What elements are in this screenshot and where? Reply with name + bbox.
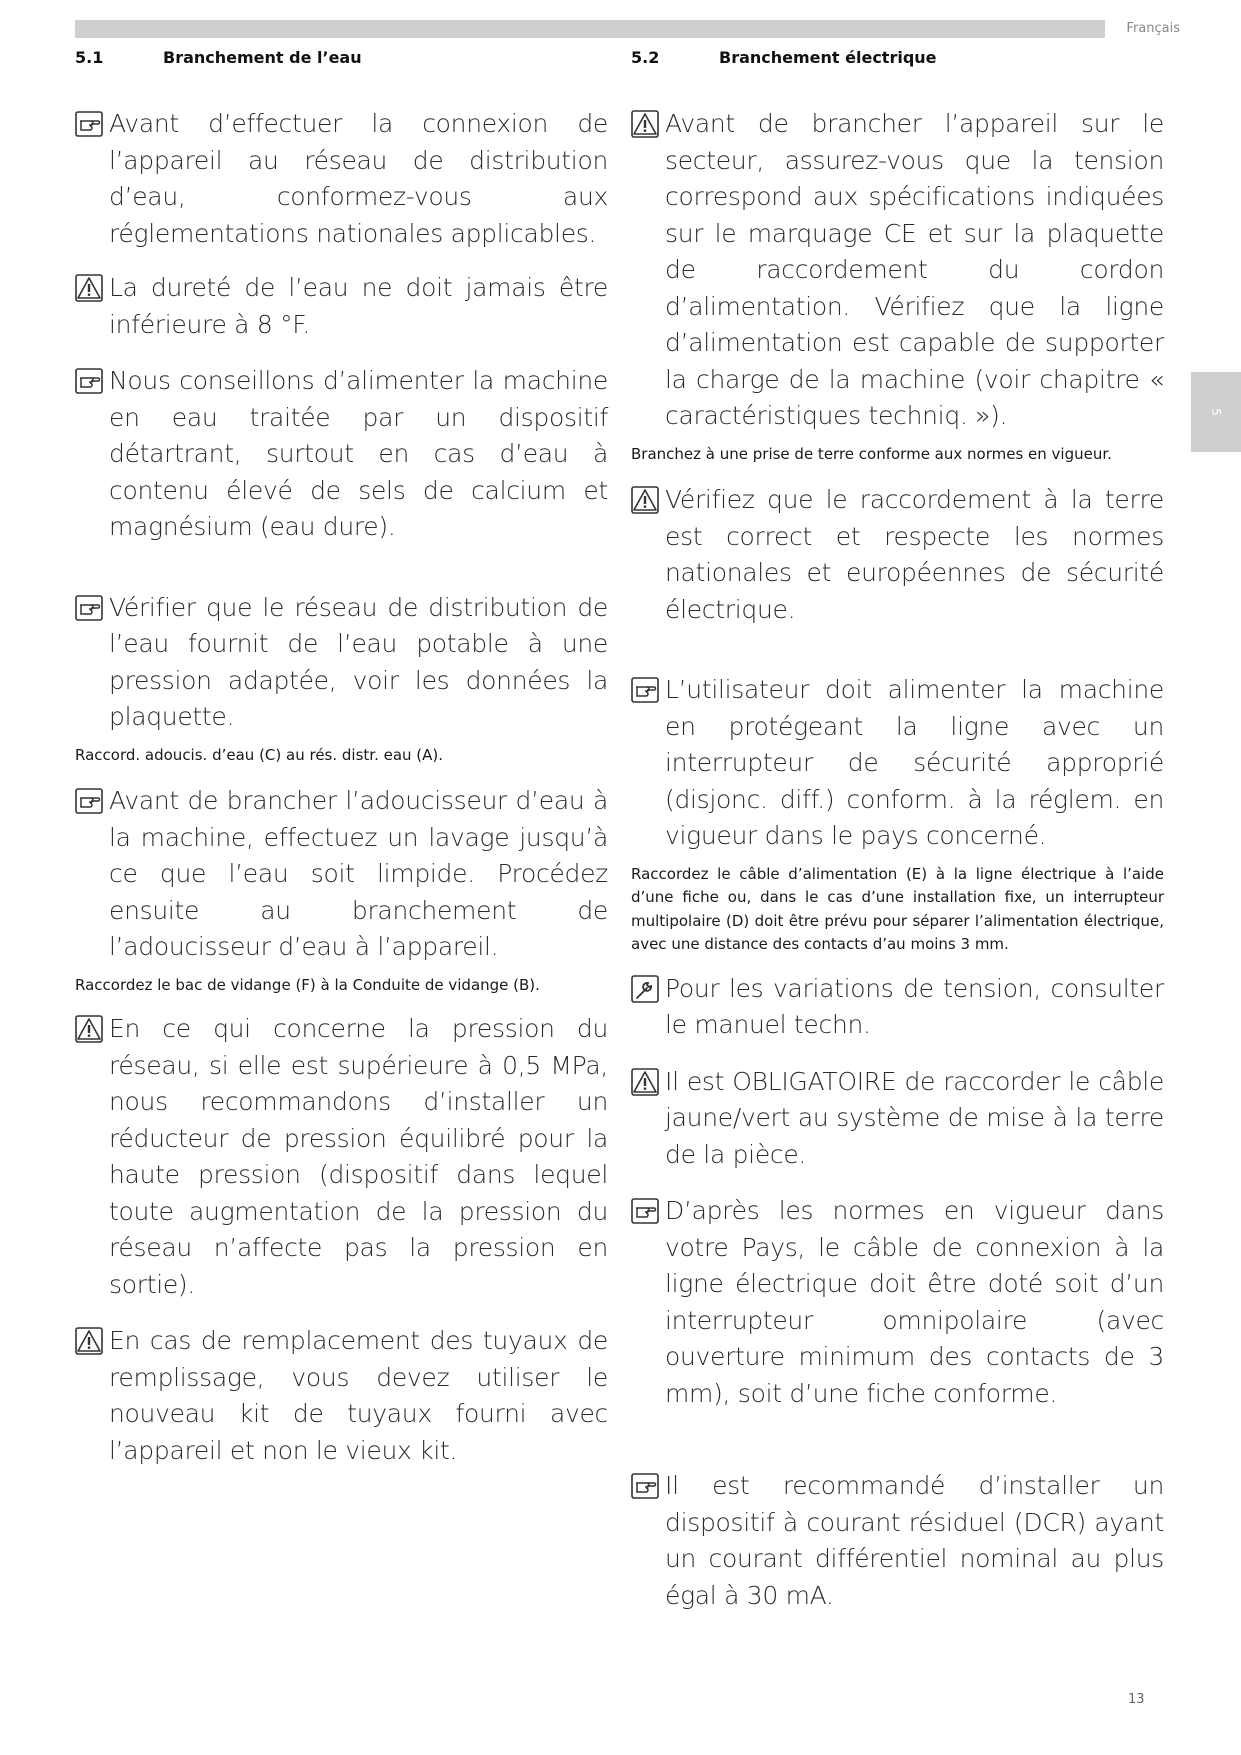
warning-triangle-icon (75, 274, 103, 302)
pointing-hand-icon (75, 594, 103, 622)
section-electrical-connection (631, 48, 1164, 1614)
warning-triangle-icon (631, 486, 659, 514)
instruction-note: Raccordez le câble d’alimentation (E) à la ligne électrique à l’aide d’une fiche ou, dans le cas d’une installation fixe, un interrupteur multipolaire (D) doit être prévu pour séparer l’alimentation électrique, avec une distance des contacts d’au moins 3 mm. (631, 864, 1164, 953)
instruction-note: Raccordez le bac de vidange (F) à la Conduite de vidange (B). (75, 975, 540, 994)
item-text: Vérifier que le réseau de distribution de l’eau fournit de l’eau potable à une pression adaptée, voir les données la plaquette. (109, 592, 608, 731)
pointing-hand-icon (75, 367, 103, 395)
pointing-hand-icon (631, 676, 659, 704)
wrench-icon (631, 975, 659, 1003)
item-text: Vérifiez que le raccordement à la terre est correct et respecte les normes nationales et européennes de sécurité électrique. (665, 485, 1164, 624)
section-number: 5.2 (631, 48, 660, 67)
tool-item (631, 971, 1164, 1044)
instruction-note: Branchez à une prise de terre conforme aux normes en vigueur. (631, 444, 1112, 463)
warning-triangle-icon (75, 1015, 103, 1043)
warning-triangle-icon (631, 1068, 659, 1096)
page-number: 13 (1128, 1692, 1145, 1707)
item-text: Pour les variations de tension, consulter le manuel techn. (665, 973, 1164, 1039)
warning-item (75, 270, 608, 343)
warning-item (631, 1064, 1164, 1174)
warning-item (631, 106, 1164, 435)
pointing-hand-icon (75, 787, 103, 815)
item-text: D’après les normes en vigueur dans votre Pays, le câble de connexion à la ligne électrique doit être doté soit d’un interrupteur omnipolaire (avec ouverture minimum des contacts de 3 mm), soit d’une fiche conforme. (665, 1196, 1164, 1408)
item-text: Il est OBLIGATOIRE de raccorder le câble jaune/vert au système de mise à la terre de la pièce. (665, 1066, 1164, 1169)
item-text: En cas de remplacement des tuyaux de remplissage, vous devez utiliser le nouveau kit de tuyaux fourni avec l’appareil et non le vieux kit. (109, 1326, 608, 1465)
info-item (75, 106, 608, 252)
item-text: Avant de brancher l’appareil sur le secteur, assurez-vous que la tension correspond aux spécifications indiquées sur le marquage CE et sur la plaquette de raccordement du cordon d’alimentation. Vérifiez que la ligne d’alimentation est capable de supporter la charge de la machine (voir chapitre « caractéristiques techniq. »). (665, 109, 1164, 430)
item-text: Avant d’effectuer la connexion de l’appareil au réseau de distribution d’eau, conformez-vous aux réglementations nationales applicables. (109, 109, 608, 248)
warning-item (75, 1011, 608, 1303)
item-text: En ce qui concerne la pression du réseau, si elle est supérieure à 0,5 MPa, nous recommandons d’installer un réducteur de pression équilibré pour la haute pression (dispositif dans lequel toute augmentation de la pression du réseau n’affecte pas la pression en sortie). (109, 1014, 608, 1299)
item-text: Nous conseillons d’alimenter la machine en eau traitée par un dispositif détartrant, surtout en cas d’eau à contenu élevé de sels de calcium et magnésium (eau dure). (109, 366, 608, 541)
info-item (631, 1468, 1164, 1614)
language-label: Français (1126, 21, 1180, 36)
info-item (631, 672, 1164, 855)
info-item (75, 590, 608, 736)
section-title: Branchement de l’eau (163, 48, 362, 67)
header-bar (75, 20, 1105, 38)
instruction-note: Raccord. adoucis. d’eau (C) au rés. distr. eau (A). (75, 745, 444, 764)
info-item (75, 363, 608, 546)
section-number: 5.1 (75, 48, 104, 67)
warning-item (75, 1323, 608, 1469)
item-text: Avant de brancher l’adoucisseur d’eau à la machine, effectuez un lavage jusqu’à ce que l’eau soit limpide. Procédez ensuite au branchement de l’adoucisseur d’eau à l’appareil. (109, 786, 608, 961)
section-heading (631, 48, 1164, 70)
pointing-hand-icon (631, 1197, 659, 1225)
info-item (75, 783, 608, 966)
chapter-tab (1191, 372, 1241, 452)
section-title: Branchement électrique (719, 48, 937, 67)
section-water-connection (75, 48, 608, 1469)
warning-triangle-icon (75, 1327, 103, 1355)
item-text: La dureté de l’eau ne doit jamais être inférieure à 8 °F. (109, 273, 608, 339)
chapter-tab-label: 5 (1209, 408, 1223, 416)
info-item (631, 1193, 1164, 1412)
pointing-hand-icon (75, 110, 103, 138)
warning-triangle-icon (631, 110, 659, 138)
section-heading (75, 48, 608, 70)
item-text: L’utilisateur doit alimenter la machine en protégeant la ligne avec un interrupteur de sécurité approprié (disjonc. diff.) conform. à la réglem. en vigueur dans le pays concerné. (665, 675, 1164, 850)
item-text: Il est recommandé d’installer un dispositif à courant résiduel (DCR) ayant un courant différentiel nominal au plus égal à 30 mA. (665, 1471, 1164, 1610)
warning-item (631, 482, 1164, 628)
pointing-hand-icon (631, 1472, 659, 1500)
